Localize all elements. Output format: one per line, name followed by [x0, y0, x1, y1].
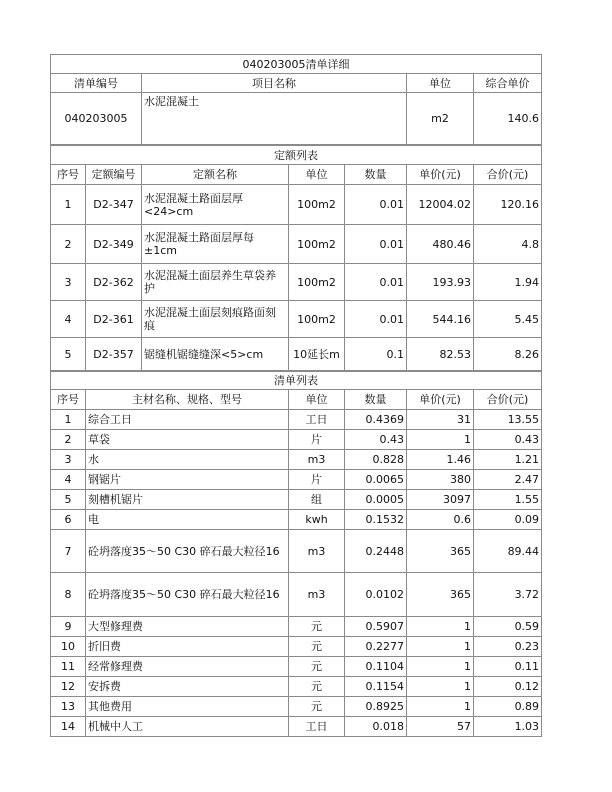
material-name: 大型修理费: [86, 617, 289, 637]
material-unit: 组: [289, 490, 345, 510]
quota-seq: 1: [51, 185, 86, 225]
quota-row: [51, 338, 542, 372]
bill-header-name: 项目名称: [142, 74, 407, 93]
bill-name: 水泥混凝土: [142, 93, 407, 145]
material-unit: m3: [289, 450, 345, 470]
material-name: 砼坍落度35～50 C30 碎石最大粒径16: [86, 530, 289, 573]
table-row: [51, 677, 542, 697]
table-row: [51, 450, 542, 470]
material-total: 89.44: [474, 530, 542, 573]
material-total: 13.55: [474, 410, 542, 430]
quota-unit: 10延长m: [289, 338, 345, 372]
material-qty: 0.5907: [345, 617, 407, 637]
quota-qty: 0.01: [345, 264, 407, 301]
material-seq: 14: [51, 717, 86, 737]
table-row: [51, 510, 542, 530]
material-qty: 0.8925: [345, 697, 407, 717]
material-name: 经常修理费: [86, 657, 289, 677]
material-unit: 元: [289, 697, 345, 717]
material-seq: 4: [51, 470, 86, 490]
quota-qty: 0.01: [345, 225, 407, 264]
table-row: [51, 617, 542, 637]
material-unit: 工日: [289, 717, 345, 737]
material-seq: 13: [51, 697, 86, 717]
quota-seq: 4: [51, 301, 86, 338]
quota-name: 水泥混凝土路面层厚<24>cm: [142, 185, 289, 225]
material-seq: 9: [51, 617, 86, 637]
quota-qty: 0.01: [345, 301, 407, 338]
material-unit: 元: [289, 657, 345, 677]
material-name: 折旧费: [86, 637, 289, 657]
quota-row: [51, 264, 542, 301]
material-seq: 1: [51, 410, 86, 430]
quota-name: 水泥混凝土面层养生草袋养护: [142, 264, 289, 301]
material-total: 0.59: [474, 617, 542, 637]
material-total: 2.47: [474, 470, 542, 490]
material-total: 0.43: [474, 430, 542, 450]
material-price: 1: [407, 697, 474, 717]
material-qty: 0.2448: [345, 530, 407, 573]
quota-total: 5.45: [474, 301, 542, 338]
quota-price: 193.93: [407, 264, 474, 301]
material-total: 1.03: [474, 717, 542, 737]
material-unit: m3: [289, 530, 345, 573]
quota-name: 锯缝机锯缝缝深<5>cm: [142, 338, 289, 372]
material-unit: kwh: [289, 510, 345, 530]
material-seq: 2: [51, 430, 86, 450]
material-name: 水: [86, 450, 289, 470]
material-total: 3.72: [474, 573, 542, 617]
bill-header-price: 综合单价: [474, 74, 542, 93]
material-qty: 0.0005: [345, 490, 407, 510]
material-name: 机械中人工: [86, 717, 289, 737]
material-total: 0.23: [474, 637, 542, 657]
materials-header-seq: 序号: [51, 390, 86, 410]
material-price: 380: [407, 470, 474, 490]
material-qty: 0.018: [345, 717, 407, 737]
quota-header-name: 定额名称: [142, 165, 289, 185]
quota-header-price: 单价(元): [407, 165, 474, 185]
quota-code: D2-347: [86, 185, 142, 225]
material-price: 1: [407, 637, 474, 657]
material-seq: 10: [51, 637, 86, 657]
material-total: 0.09: [474, 510, 542, 530]
material-price: 3097: [407, 490, 474, 510]
quota-row: [51, 185, 542, 225]
bill-unit: m2: [407, 93, 474, 145]
quota-row: [51, 225, 542, 264]
bill-code: 040203005: [51, 93, 142, 145]
quota-unit: 100m2: [289, 264, 345, 301]
table-row: [51, 573, 542, 617]
quota-unit: 100m2: [289, 225, 345, 264]
quota-row: [51, 301, 542, 338]
table-row: [51, 430, 542, 450]
quota-seq: 3: [51, 264, 86, 301]
material-name: 砼坍落度35～50 C30 碎石最大粒径16: [86, 573, 289, 617]
material-name: 电: [86, 510, 289, 530]
material-qty: 0.828: [345, 450, 407, 470]
material-unit: 工日: [289, 410, 345, 430]
quota-header-code: 定额编号: [86, 165, 142, 185]
material-qty: 0.0065: [345, 470, 407, 490]
material-seq: 11: [51, 657, 86, 677]
material-seq: 12: [51, 677, 86, 697]
material-qty: 0.0102: [345, 573, 407, 617]
material-total: 1.55: [474, 490, 542, 510]
quota-header-qty: 数量: [345, 165, 407, 185]
material-qty: 0.43: [345, 430, 407, 450]
material-unit: 元: [289, 617, 345, 637]
table-row: [51, 490, 542, 510]
quota-seq: 5: [51, 338, 86, 372]
material-total: 0.89: [474, 697, 542, 717]
material-name: 钢锯片: [86, 470, 289, 490]
material-price: 57: [407, 717, 474, 737]
quota-price: 544.16: [407, 301, 474, 338]
material-price: 365: [407, 530, 474, 573]
quota-total: 120.16: [474, 185, 542, 225]
quota-total: 8.26: [474, 338, 542, 372]
quota-unit: 100m2: [289, 185, 345, 225]
material-seq: 6: [51, 510, 86, 530]
quota-title: 定额列表: [51, 146, 542, 165]
table-row: [51, 637, 542, 657]
material-qty: 0.1154: [345, 677, 407, 697]
bill-header-unit: 单位: [407, 74, 474, 93]
quota-total: 4.8: [474, 225, 542, 264]
quota-price: 12004.02: [407, 185, 474, 225]
material-seq: 3: [51, 450, 86, 470]
bill-title: 040203005清单详细: [51, 55, 542, 74]
material-total: 1.21: [474, 450, 542, 470]
material-price: 1.46: [407, 450, 474, 470]
materials-header-name: 主材名称、规格、型号: [86, 390, 289, 410]
material-price: 1: [407, 430, 474, 450]
bill-header-code: 清单编号: [51, 74, 142, 93]
quota-seq: 2: [51, 225, 86, 264]
materials-header-total: 合价(元): [474, 390, 542, 410]
quota-name: 水泥混凝土路面层厚每±1cm: [142, 225, 289, 264]
quota-code: D2-361: [86, 301, 142, 338]
quota-code: D2-349: [86, 225, 142, 264]
bill-price: 140.6: [474, 93, 542, 145]
material-unit: m3: [289, 573, 345, 617]
material-seq: 8: [51, 573, 86, 617]
material-qty: 0.1104: [345, 657, 407, 677]
material-qty: 0.1532: [345, 510, 407, 530]
materials-header-qty: 数量: [345, 390, 407, 410]
material-price: 1: [407, 617, 474, 637]
material-qty: 0.2277: [345, 637, 407, 657]
material-price: 1: [407, 677, 474, 697]
table-row: [51, 470, 542, 490]
material-seq: 7: [51, 530, 86, 573]
material-total: 0.11: [474, 657, 542, 677]
bill-table: [50, 54, 542, 145]
quota-header-seq: 序号: [51, 165, 86, 185]
quota-price: 82.53: [407, 338, 474, 372]
quota-qty: 0.1: [345, 338, 407, 372]
material-name: 综合工日: [86, 410, 289, 430]
table-row: [51, 717, 542, 737]
materials-table: [50, 370, 542, 737]
material-seq: 5: [51, 490, 86, 510]
material-unit: 元: [289, 677, 345, 697]
table-row: [51, 410, 542, 430]
material-price: 31: [407, 410, 474, 430]
quota-code: D2-357: [86, 338, 142, 372]
material-name: 安拆费: [86, 677, 289, 697]
table-row: [51, 657, 542, 677]
material-price: 1: [407, 657, 474, 677]
material-total: 0.12: [474, 677, 542, 697]
quota-header-unit: 单位: [289, 165, 345, 185]
table-row: [51, 697, 542, 717]
quota-name: 水泥混凝土面层刻痕路面刻痕: [142, 301, 289, 338]
material-price: 365: [407, 573, 474, 617]
material-unit: 元: [289, 637, 345, 657]
quota-price: 480.46: [407, 225, 474, 264]
material-name: 刻槽机锯片: [86, 490, 289, 510]
quota-header-total: 合价(元): [474, 165, 542, 185]
material-unit: 片: [289, 430, 345, 450]
quota-qty: 0.01: [345, 185, 407, 225]
quota-total: 1.94: [474, 264, 542, 301]
materials-header-price: 单价(元): [407, 390, 474, 410]
quota-unit: 100m2: [289, 301, 345, 338]
materials-title: 清单列表: [51, 371, 542, 390]
material-price: 0.6: [407, 510, 474, 530]
material-name: 草袋: [86, 430, 289, 450]
quota-code: D2-362: [86, 264, 142, 301]
table-row: [51, 530, 542, 573]
materials-header-unit: 单位: [289, 390, 345, 410]
material-unit: 片: [289, 470, 345, 490]
quota-table: [50, 145, 542, 372]
material-name: 其他费用: [86, 697, 289, 717]
material-qty: 0.4369: [345, 410, 407, 430]
